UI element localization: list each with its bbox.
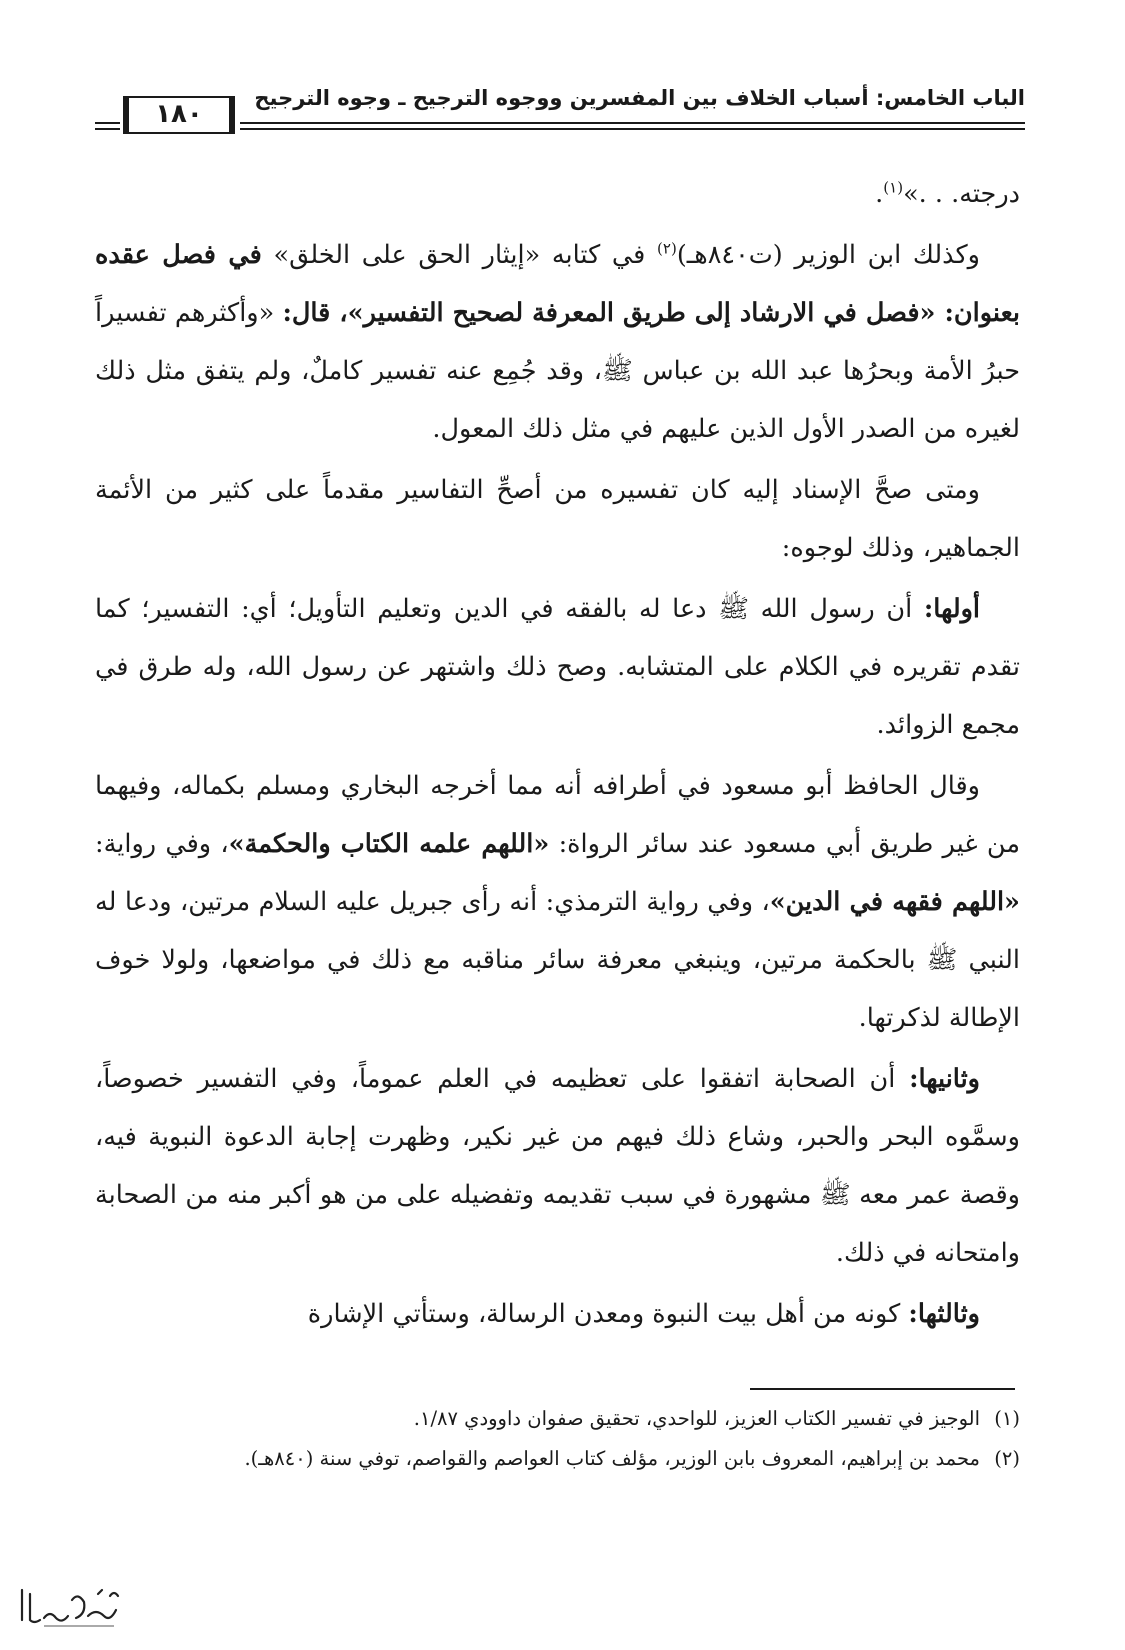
footnotes — [95, 1402, 1020, 1482]
header-rule — [95, 122, 120, 124]
text-run: . — [875, 179, 884, 209]
paragraph — [95, 165, 1020, 223]
text-run: وقال الحافظ أبو مسعود في أطرافه أنه مما أخرجه البخاري ومسلم بكماله، وفيهما من غير طريق أبي مسعود عند سائر الرواة: — [95, 771, 1020, 859]
header-rule — [240, 128, 1025, 130]
footnote — [95, 1442, 1020, 1476]
paragraph — [95, 757, 1020, 1047]
paragraph — [95, 1050, 1020, 1282]
text-run: في كتابه «إيثار الحق على الخلق» — [261, 240, 658, 270]
point-label: وثانيها: — [909, 1064, 980, 1094]
text-run: أن الصحابة اتفقوا على تعظيمه في العلم عموماً، وفي التفسير خصوصاً، وسمَّوه البحر والحبر، وشاع ذلك فيهم من غير نكير، وظهرت إجابة الدعوة النبوية فيه، وقصة عمر معه ﷺ مشهورة في سبب تقديمه وتفضيله على من هو أكبر منه من الصحابة وامتحانه في ذلك. — [95, 1064, 1020, 1268]
footnote-ref: (٢) — [657, 239, 677, 258]
footnote-text: الوجيز في تفسير الكتاب العزيز، للواحدي، تحقيق صفوان داوودي ١/٨٧. — [413, 1407, 980, 1430]
calligraphy-logo-icon — [14, 1580, 124, 1630]
text-run: ، وفي رواية: — [95, 829, 229, 859]
body-text — [95, 165, 1020, 1346]
footnote-number: (٢) — [994, 1447, 1020, 1470]
text-run: وكذلك ابن الوزير (ت٨٤٠هـ) — [676, 240, 980, 270]
text-run: أن رسول الله ﷺ دعا له بالفقه في الدين وتعليم التأويل؛ أي: التفسير؛ كما تقدم تقريره في الكلام على المتشابه. وصح ذلك واشتهر عن رسول الله، وله طرق في مجمع الزوائد. — [95, 594, 1020, 740]
page-number: ١٨٠ — [123, 96, 235, 134]
paragraph — [95, 580, 1020, 754]
page-header — [95, 78, 1025, 148]
bold-text-run: «اللهم علمه الكتاب والحكمة» — [228, 829, 550, 859]
footnote — [95, 1402, 1020, 1436]
text-run: درجته. . .» — [903, 179, 1020, 209]
header-rule — [240, 122, 1025, 124]
bold-text-run: في فصل عقده بعنوان: «فصل في الارشاد إلى طريق المعرفة لصحيح التفسير»، قال: — [95, 240, 1020, 328]
paragraph — [95, 1285, 1020, 1343]
footnote-separator — [750, 1388, 1015, 1390]
paragraph — [95, 226, 1020, 458]
footnote-text: محمد بن إبراهيم، المعروف بابن الوزير، مؤلف كتاب العواصم والقواصم، توفي سنة (٨٤٠هـ). — [244, 1447, 980, 1470]
footnote-ref: (١) — [883, 178, 904, 197]
text-run: «وأكثرهم تفسيراً حبرُ الأمة وبحرُها عبد الله بن عباس ﷺ، وقد جُمِع عنه تفسير كاملٌ، ولم يتفق مثل ذلك لغيره من الصدر الأول الذين عليهم في مثل ذلك المعول. — [95, 298, 1020, 444]
point-label: وثالثها: — [908, 1299, 980, 1329]
paragraph: ومتى صحَّ الإسناد إليه كان تفسيره من أصحِّ التفاسير مقدماً على كثير من الأئمة الجماهير، وذلك لوجوه: — [95, 475, 1020, 563]
text-run: ، وفي رواية الترمذي: أنه رأى جبريل عليه السلام مرتين، ودعا له النبي ﷺ بالحكمة مرتين، وينبغي معرفة سائر مناقبه مع ذلك في مواضعها، ولولا خوف الإطالة لذكرتها. — [95, 887, 1020, 1033]
point-label: أولها: — [923, 594, 980, 624]
text-run: كونه من أهل بيت النبوة ومعدن الرسالة، وستأتي الإشارة — [307, 1299, 909, 1329]
chapter-title: الباب الخامس: أسباب الخلاف بين المفسرين ووجوه الترجيح ـ وجوه الترجيح — [254, 86, 1025, 110]
header-rule — [95, 128, 120, 130]
footnote-number: (١) — [994, 1407, 1020, 1430]
bold-text-run: «اللهم فقهه في الدين» — [769, 887, 1020, 917]
